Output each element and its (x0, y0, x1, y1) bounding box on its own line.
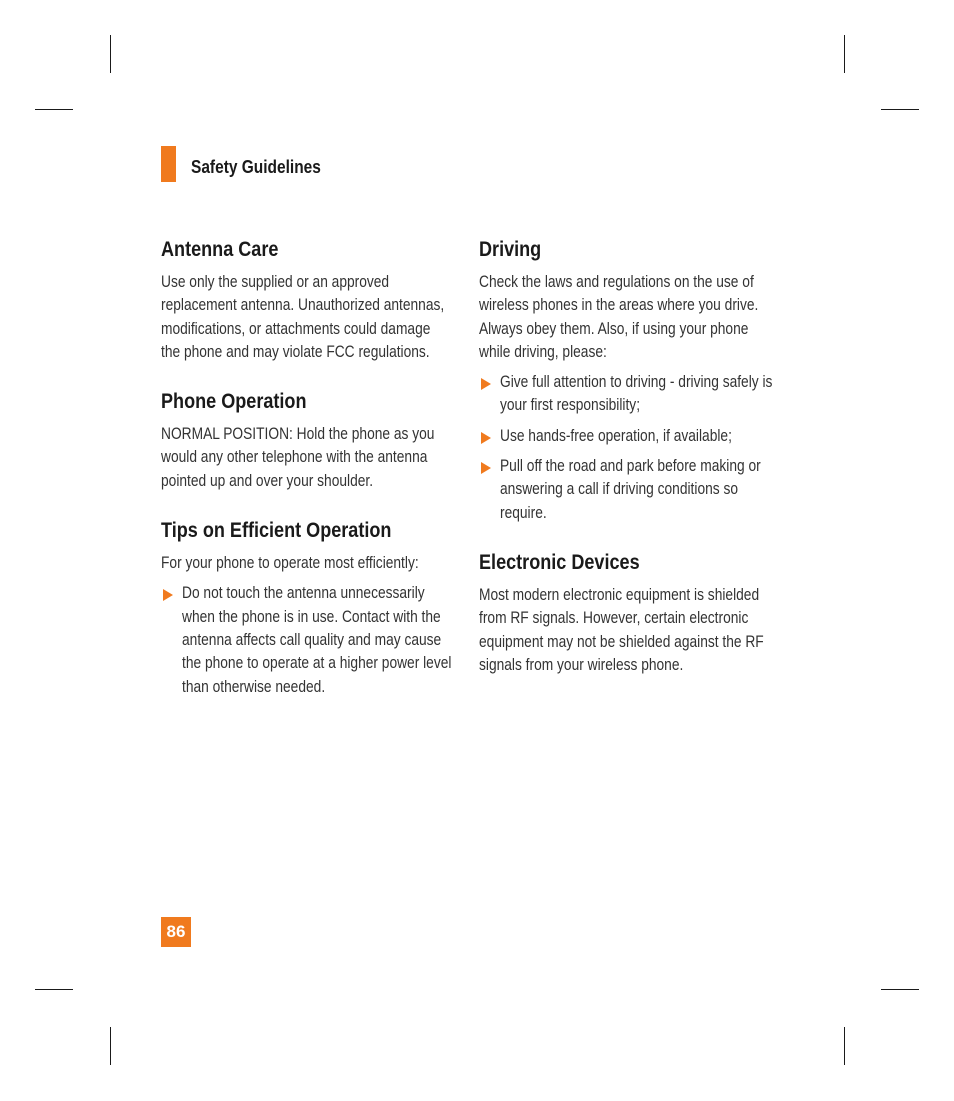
section-electronic-devices (479, 549, 774, 677)
triangle-bullet-icon (481, 462, 491, 474)
bullet-item (479, 371, 774, 418)
section-heading: Electronic Devices (479, 550, 640, 574)
crop-mark (35, 989, 73, 990)
bullet-item (479, 425, 774, 448)
right-column (479, 236, 774, 701)
section-paragraph: Check the laws and regulations on the use of wireless phones in the areas where you drive. Always obey them. Also, if using your phone while driving, please: (479, 273, 759, 361)
section-heading: Phone Operation (161, 390, 307, 414)
bullet-item (161, 582, 451, 698)
section-paragraph: For your phone to operate most efficiently: (161, 554, 419, 573)
section-driving (479, 236, 774, 525)
section-heading: Driving (479, 238, 542, 261)
bullet-text: Pull off the road and park before making or answering a call if driving conditions so require. (500, 457, 761, 522)
crop-mark (844, 1027, 845, 1065)
crop-mark (844, 35, 845, 73)
triangle-bullet-icon (481, 432, 491, 444)
section-antenna-care (161, 236, 451, 364)
page-header-title: Safety Guidelines (191, 157, 321, 177)
section-heading: Antenna Care (161, 238, 279, 261)
section-tips-efficient-operation (161, 517, 451, 699)
section-paragraph: NORMAL POSITION: Hold the phone as you would any other telephone with the antenna pointed up and over your shoulder. (161, 425, 435, 490)
bullet-text: Do not touch the antenna unnecessarily when the phone is in use. Contact with the antenna affects call quality and may cause the phone to operate at a higher power level than otherwise needed. (182, 584, 452, 696)
section-heading: Tips on Efficient Operation (161, 519, 392, 543)
crop-mark (110, 35, 111, 73)
crop-mark (881, 109, 919, 110)
header-accent-bar (161, 146, 176, 182)
section-paragraph: Use only the supplied or an approved replacement antenna. Unauthorized antennas, modifications, or attachments could damage the phone and may violate FCC regulations. (161, 273, 445, 361)
crop-mark (35, 109, 73, 110)
bullet-item (479, 455, 774, 525)
bullet-text: Use hands-free operation, if available; (500, 426, 732, 445)
section-phone-operation (161, 388, 451, 493)
page-number: 86 (161, 917, 191, 947)
triangle-bullet-icon (163, 589, 173, 601)
crop-mark (110, 1027, 111, 1065)
triangle-bullet-icon (481, 378, 491, 390)
section-paragraph: Most modern electronic equipment is shielded from RF signals. However, certain electronic equipment may not be shielded against the RF signals from your wireless phone. (479, 585, 764, 674)
crop-mark (881, 989, 919, 990)
left-column (161, 236, 451, 723)
bullet-text: Give full attention to driving - driving safely is your first responsibility; (500, 373, 773, 415)
